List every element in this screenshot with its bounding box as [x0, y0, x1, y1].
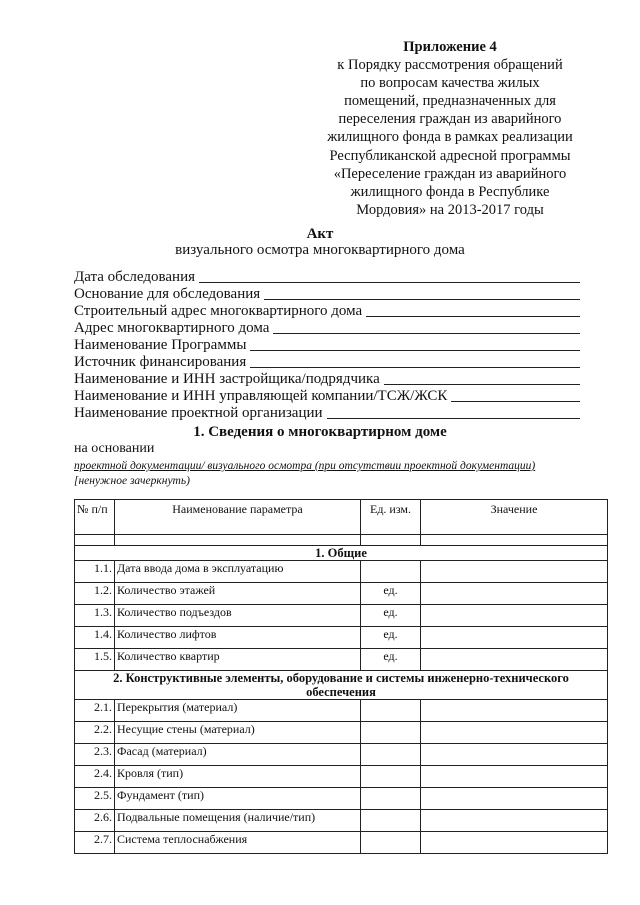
act-title: Акт — [306, 226, 334, 242]
row-value-cell[interactable] — [421, 605, 608, 627]
field-label: Дата обследования — [74, 269, 196, 285]
header-num: № п/п — [75, 500, 115, 535]
appendix-line: жилищного фонда в рамках реализации — [327, 129, 573, 146]
appendix-line: к Порядку рассмотрения обращений — [337, 57, 563, 74]
table-row — [75, 700, 608, 722]
appendix-line: по вопросам качества жилых — [360, 75, 540, 92]
section-title: 1. Сведения о многоквартирном доме — [193, 424, 447, 440]
field-funding-source[interactable] — [74, 353, 580, 371]
row-num: 1.5. — [75, 649, 115, 671]
row-unit — [361, 700, 421, 722]
row-unit: ед. — [361, 583, 421, 605]
row-param: Фасад (материал) — [115, 744, 361, 766]
row-param: Количество этажей — [115, 583, 361, 605]
fill-line[interactable] — [366, 304, 580, 317]
row-unit — [361, 722, 421, 744]
row-unit — [361, 561, 421, 583]
row-unit — [361, 788, 421, 810]
row-value-cell[interactable] — [421, 810, 608, 832]
table-spacer-row — [75, 535, 608, 546]
appendix-header — [300, 38, 600, 219]
fill-line[interactable] — [264, 287, 580, 300]
row-unit — [361, 810, 421, 832]
row-num: 2.7. — [75, 832, 115, 854]
field-label: Наименование проектной организации — [74, 405, 323, 421]
fill-line[interactable] — [199, 270, 580, 283]
field-developer[interactable] — [74, 370, 580, 388]
field-label: Строительный адрес многоквартирного дома — [74, 303, 363, 319]
appendix-line: «Переселение граждан из аварийного — [333, 165, 567, 182]
parameters-table — [74, 499, 608, 854]
row-unit — [361, 832, 421, 854]
row-unit: ед. — [361, 605, 421, 627]
field-label: Наименование и ИНН управляющей компании/ТСЖ/ЖСК — [74, 388, 448, 404]
header-value: Значение — [421, 500, 608, 535]
field-label: Источник финансирования — [74, 354, 247, 370]
appendix-line: помещений, предназначенных для — [344, 93, 556, 110]
row-num: 2.4. — [75, 766, 115, 788]
row-num: 1.1. — [75, 561, 115, 583]
appendix-line: Мордовия» на 2013-2017 годы — [356, 201, 544, 218]
row-value-cell[interactable] — [421, 744, 608, 766]
table-row — [75, 605, 608, 627]
row-param: Фундамент (тип) — [115, 788, 361, 810]
row-param: Несущие стены (материал) — [115, 722, 361, 744]
row-num: 2.2. — [75, 722, 115, 744]
row-param: Подвальные помещения (наличие/тип) — [115, 810, 361, 832]
table-row — [75, 649, 608, 671]
row-value-cell[interactable] — [421, 788, 608, 810]
table-row — [75, 627, 608, 649]
fill-line[interactable] — [384, 372, 580, 385]
field-label: Наименование и ИНН застройщика/подрядчика — [74, 371, 380, 387]
field-label: Наименование Программы — [74, 337, 247, 353]
group-title: 2. Конструктивные элементы, оборудование и системы инженерно-технического обеспечения — [75, 671, 608, 700]
header-unit: Ед. изм. — [361, 500, 421, 535]
appendix-line: переселения граждан из аварийного — [338, 111, 562, 128]
field-construction-address[interactable] — [74, 302, 580, 320]
row-param: Количество лифтов — [115, 627, 361, 649]
row-value-cell[interactable] — [421, 722, 608, 744]
row-value-cell[interactable] — [421, 627, 608, 649]
row-num: 2.1. — [75, 700, 115, 722]
basis-note: [ненужное зачеркнуть) — [74, 475, 190, 487]
row-param: Кровля (тип) — [115, 766, 361, 788]
row-value-cell[interactable] — [421, 700, 608, 722]
row-param: Количество подъездов — [115, 605, 361, 627]
header-param: Наименование параметра — [115, 500, 361, 535]
group-title: 1. Общие — [75, 546, 608, 561]
row-value-cell[interactable] — [421, 583, 608, 605]
appendix-line: жилищного фонда в Республике — [350, 183, 550, 200]
row-value-cell[interactable] — [421, 832, 608, 854]
table-header-row — [75, 500, 608, 535]
table-row — [75, 832, 608, 854]
fill-line[interactable] — [273, 321, 580, 334]
field-program-name[interactable] — [74, 336, 580, 354]
row-param: Система теплоснабжения — [115, 832, 361, 854]
field-inspection-date[interactable] — [74, 268, 580, 286]
row-param: Перекрытия (материал) — [115, 700, 361, 722]
fill-line[interactable] — [250, 355, 580, 368]
row-unit: ед. — [361, 627, 421, 649]
table-row — [75, 744, 608, 766]
appendix-line: Республиканской адресной программы — [329, 147, 571, 164]
basis-option[interactable]: проектной документации/ визуального осмотра (при отсутствии проектной документации) — [74, 460, 536, 472]
field-design-organization[interactable] — [74, 404, 580, 422]
field-label: Адрес многоквартирного дома — [74, 320, 270, 336]
row-unit — [361, 766, 421, 788]
row-num: 2.6. — [75, 810, 115, 832]
row-unit — [361, 744, 421, 766]
table-row — [75, 583, 608, 605]
fill-line[interactable] — [451, 389, 580, 402]
row-num: 2.3. — [75, 744, 115, 766]
row-param: Количество квартир — [115, 649, 361, 671]
table-row — [75, 561, 608, 583]
row-unit: ед. — [361, 649, 421, 671]
table-row — [75, 766, 608, 788]
field-inspection-basis[interactable] — [74, 285, 580, 303]
row-num: 1.2. — [75, 583, 115, 605]
field-management-company[interactable] — [74, 387, 580, 405]
table-row — [75, 810, 608, 832]
table-group-header — [75, 546, 608, 561]
table-row — [75, 788, 608, 810]
field-label: Основание для обследования — [74, 286, 261, 302]
appendix-title: Приложение 4 — [403, 39, 497, 55]
table-group-header — [75, 671, 608, 700]
basis-label: на основании — [74, 441, 155, 456]
act-subtitle: визуального осмотра многоквартирного дома — [175, 242, 465, 258]
fill-line[interactable] — [250, 338, 580, 351]
row-param: Дата ввода дома в эксплуатацию — [115, 561, 361, 583]
row-value-cell[interactable] — [421, 649, 608, 671]
field-building-address[interactable] — [74, 319, 580, 337]
row-value-cell[interactable] — [421, 561, 608, 583]
row-num: 1.4. — [75, 627, 115, 649]
row-num: 2.5. — [75, 788, 115, 810]
row-num: 1.3. — [75, 605, 115, 627]
row-value-cell[interactable] — [421, 766, 608, 788]
table-row — [75, 722, 608, 744]
fill-line[interactable] — [327, 406, 580, 419]
